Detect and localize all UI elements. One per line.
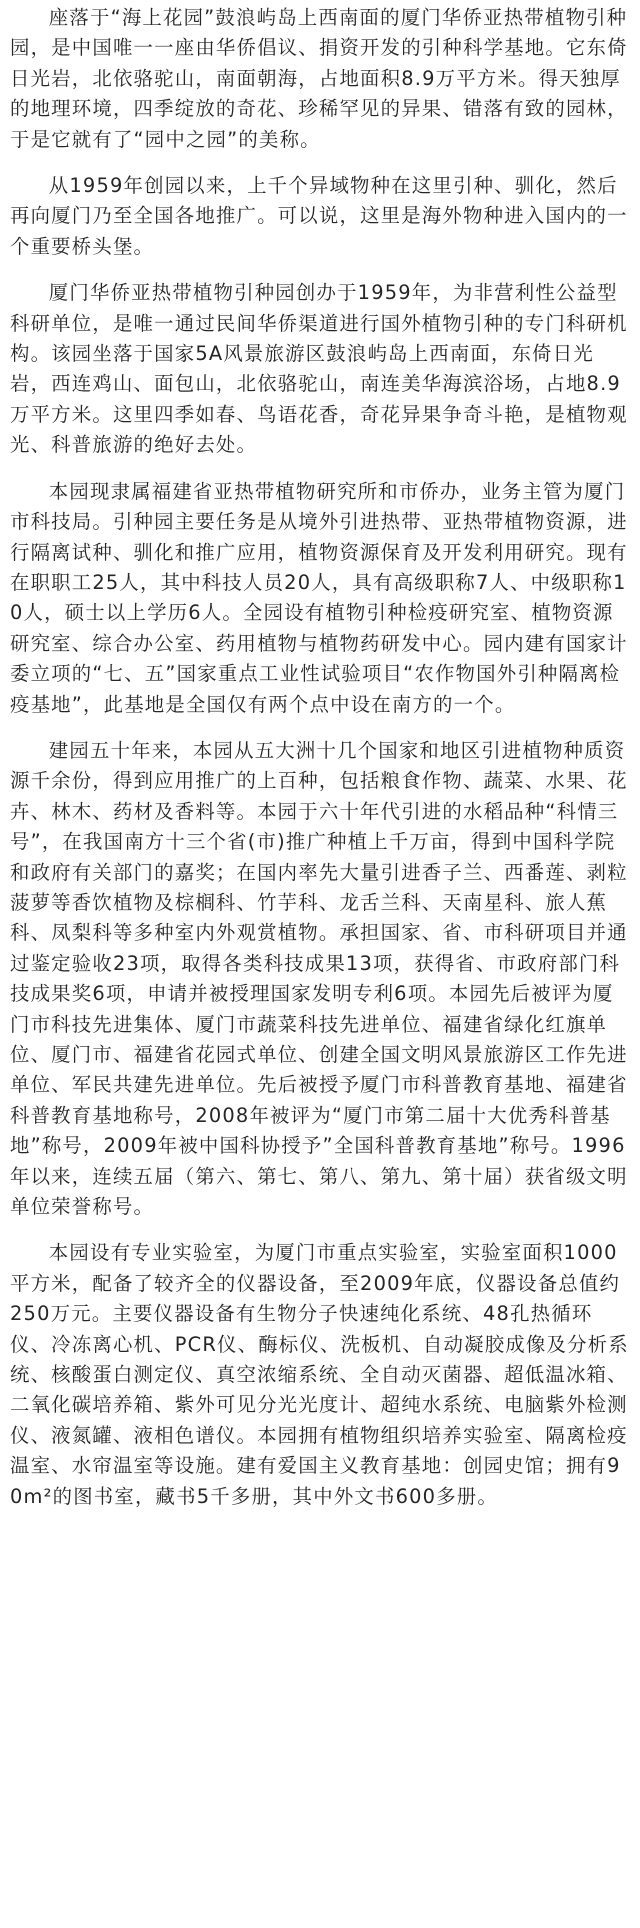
paragraph-founding: 厦门华侨亚热带植物引种园创办于1959年，为非营利性公益型科研单位，是唯一通过民间华侨渠道进行国外植物引种的专门科研机构。该园坐落于国家5A风景旅游区鼓浪屿岛上西南面，东倚日光岩，西连鸡山、面包山，北依骆驼山，南连美华海滨浴场，占地8.9万平方米。这里四季如春、鸟语花香，奇花异果争奇斗艳，是植物观光、科普旅游的绝好去处。 [10, 281, 628, 457]
article-body [10, 0, 632, 1512]
paragraph-organization: 本园现隶属福建省亚热带植物研究所和市侨办，业务主管为厦门市科技局。引种园主要任务是从境外引进热带、亚热带植物资源，进行隔离试种、驯化和推广应用，植物资源保育及开发利用研究。现有在职职工25人，其中科技人员20人，具有高级职称7人、中级职称10人，硕士以上学历6人。全园设有植物引种检疫研究室、植物资源研究室、综合办公室、药用植物与植物药研发中心。园内建有国家计委立项的“七、五”国家重点工业性试验项目“农作物国外引种隔离检疫基地”，此基地是全国仅有两个点中设在南方的一个。 [10, 479, 628, 716]
paragraph-achievements: 建园五十年来，本园从五大洲十几个国家和地区引进植物种质资源千余份，得到应用推广的上百种，包括粮食作物、蔬菜、水果、花卉、林木、药材及香料等。本园于六十年代引进的水稻品种“科情三号”，在我国南方十三个省(市)推广种植上千万亩，得到中国科学院和政府有关部门的嘉奖；在国内率先大量引进香子兰、西番莲、剥粒菠萝等香饮植物及棕榈科、竹芋科、龙舌兰科、天南星科、旅人蕉科、凤梨科等多种室内外观赏植物。承担国家、省、市科研项目并通过鉴定验收23项，取得各类科技成果13项，获得省、市政府部门科技成果奖6项，申请并被授理国家发明专利6项。本园先后被评为厦门市科技先进集体、厦门市蔬菜科技先进单位、福建省绿化红旗单位、厦门市、福建省花园式单位、创建全国文明风景旅游区工作先进单位、军民共建先进单位。先后被授予厦门市科普教育基地、福建省科普教育基地称号，2008年被评为“厦门市第二届十大优秀科普基地”称号，2009年被中国科协授予”全国科普教育基地”称号。1996年以来，连续五届（第六、第七、第八、第九、第十届）获省级文明单位荣誉称号。 [10, 738, 628, 1219]
paragraph-laboratory: 本园设有专业实验室，为厦门市重点实验室，实验室面积1000平方米，配备了较齐全的仪器设备，至2009年底，仪器设备总值约250万元。主要仪器设备有生物分子快速纯化系统、48孔热循环仪、冷冻离心机、PCR仪、酶标仪、洗板机、自动凝胶成像及分析系统、核酸蛋白测定仪、真空浓缩系统、全自动灭菌器、超低温冰箱、二氧化碳培养箱、紫外可见分光光度计、超纯水系统、电脑紫外检测仪、液氮罐、液相色谱仪。本园拥有植物组织培养实验室、隔离检疫温室、水帘温室等设施。建有爱国主义教育基地：创园史馆；拥有90m²的图书室，藏书5千多册，其中外文书600多册。 [10, 1241, 629, 1508]
paragraph-intro: 座落于“海上花园”鼓浪屿岛上西南面的厦门华侨亚热带植物引种园，是中国唯一一座由华侨倡议、捐资开发的引种科学基地。它东倚日光岩，北依骆驼山，南面朝海，占地面积8.9万平方米。得天独厚的地理环境，四季绽放的奇花、珍稀罕见的异果、错落有致的园林，于是它就有了“园中之园”的美称。 [10, 6, 628, 151]
paragraph-history: 从1959年创园以来，上千个异域物种在这里引种、驯化，然后再向厦门乃至全国各地推广。可以说，这里是海外物种进入国内的一个重要桥头堡。 [10, 174, 628, 258]
